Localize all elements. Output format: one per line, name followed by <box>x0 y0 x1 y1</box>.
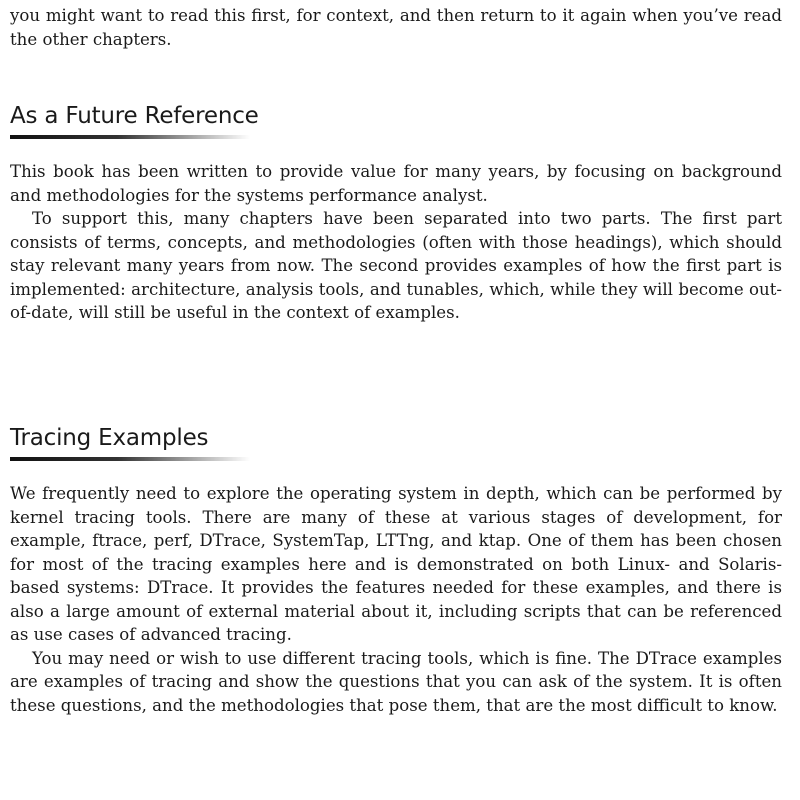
section-body-tracing-examples <box>10 482 782 717</box>
body-paragraph: This book has been written to provide value for many years, by focusing on background and methodologies for the systems performance analyst. <box>10 162 782 205</box>
heading-underline <box>10 457 250 461</box>
section-title: Tracing Examples <box>10 425 209 451</box>
body-paragraph: To support this, many chapters have been separated into two parts. The first part consists of terms, concepts, and methodologies (often with those headings), which should stay relevant many years from now. The second provides examples of how the first part is implemented: architecture, analysis tools, and tunables, which, while they will become out-of-date, will still be useful in the context of examples. <box>10 209 782 322</box>
section-title: As a Future Reference <box>10 103 259 129</box>
heading-underline <box>10 135 250 139</box>
section-heading-tracing-examples <box>10 424 250 461</box>
section-body-future-reference <box>10 160 782 325</box>
body-paragraph: We frequently need to explore the operating system in depth, which can be performed by kernel tracing tools. There are many of these at various stages of development, for example, ftrace, perf, DTrace, SystemTap, LTTng, and ktap. One of them has been chosen for most of the tracing examples here and is demonstrated on both Linux- and Solaris-based systems: DTrace. It provides the features needed for these examples, and there is also a large amount of external material about it, including scripts that can be referenced as use cases of advanced tracing. <box>10 484 782 644</box>
intro-paragraph: you might want to read this first, for context, and then return to it again when you’ve read the other chapters. <box>10 6 782 49</box>
section-heading-future-reference <box>10 102 259 139</box>
body-paragraph: You may need or wish to use different tracing tools, which is fine. The DTrace examples are examples of tracing and show the questions that you can ask of the system. It is often these questions, and the methodologies that pose them, that are the most difficult to know. <box>10 648 782 715</box>
